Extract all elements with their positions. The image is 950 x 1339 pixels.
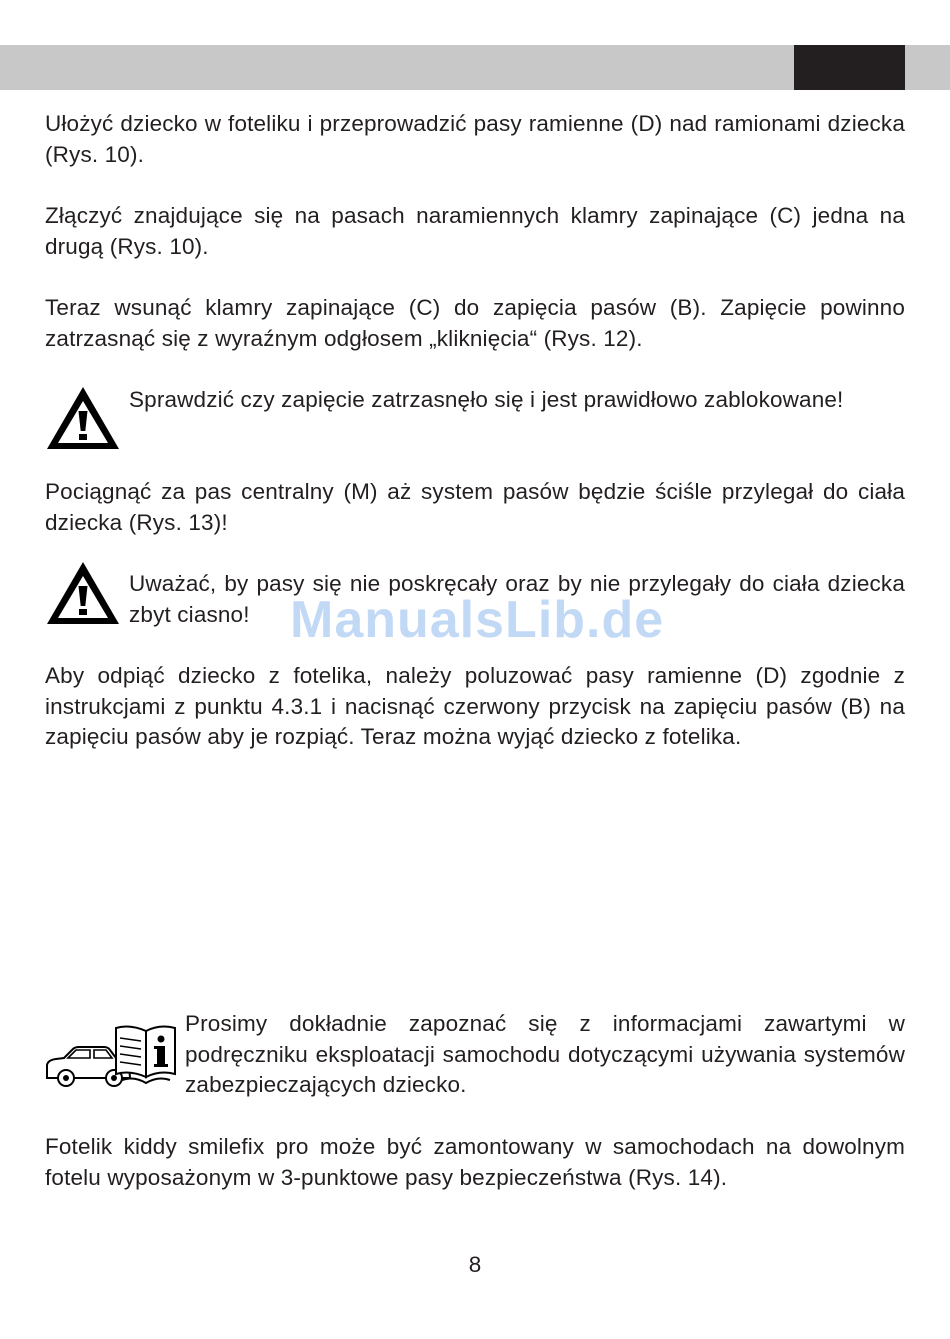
paragraph-release-child: Aby odpiąć dziecko z fotelika, należy poluzować pasy ramienne (D) zgodnie z instrukcjami z punktu 4.3.1 i nacisnąć czerwony przycisk na zapięciu pasów (B) na zapięciu pasów aby je rozpiąć. Teraz można wyjąć dziecko z fotelika.: [45, 663, 905, 750]
page-number: 8: [468, 1252, 482, 1277]
paragraph-join-buckles: Złączyć znajdujące się na pasach naramiennych klamry zapinające (C) jedna na drugą (Rys. 10).: [45, 203, 905, 259]
paragraph-pull-central-strap: Pociągnąć za pas centralny (M) aż system pasów będzie ściśle przylegał do ciała dziecka (Rys. 13)!: [45, 479, 905, 535]
warning-straps-twisted: Uważać, by pasy się nie poskręcały oraz by nie przylegały do ciała dziecka zbyt ciasno!: [129, 571, 905, 627]
paragraph-place-child: Ułożyć dziecko w foteliku i przeprowadzić pasy ramienne (D) nad ramionami dziecka (Rys. 10).: [45, 111, 905, 167]
car-manual-info-icon: [44, 1023, 180, 1091]
warning-check-buckle: Sprawdzić czy zapięcie zatrzasnęło się i jest prawidłowo zablokowane!: [129, 387, 844, 412]
paragraph-insert-buckles: Teraz wsunąć klamry zapinające (C) do zapięcia pasów (B). Zapięcie powinno zatrzasnąć się z wyraźnym odgłosem „kliknięcia“ (Rys. 12).: [45, 295, 905, 351]
paragraph-read-vehicle-manual: Prosimy dokładnie zapoznać się z informacjami zawartymi w podręczniku eksploatacji samochodu dotyczącymi używania systemów zabezpieczających dziecko.: [185, 1011, 905, 1098]
warning-triangle-icon: [45, 560, 121, 626]
header-tab-block: [794, 45, 905, 90]
paragraph-installation-seats: Fotelik kiddy smilefix pro może być zamontowany w samochodach na dowolnym fotelu wyposażonym w 3-punktowe pasy bezpieczeństwa (Rys. 14).: [45, 1134, 905, 1190]
watermark: ManualsLib.de: [290, 591, 665, 649]
warning-triangle-icon: [45, 385, 121, 451]
